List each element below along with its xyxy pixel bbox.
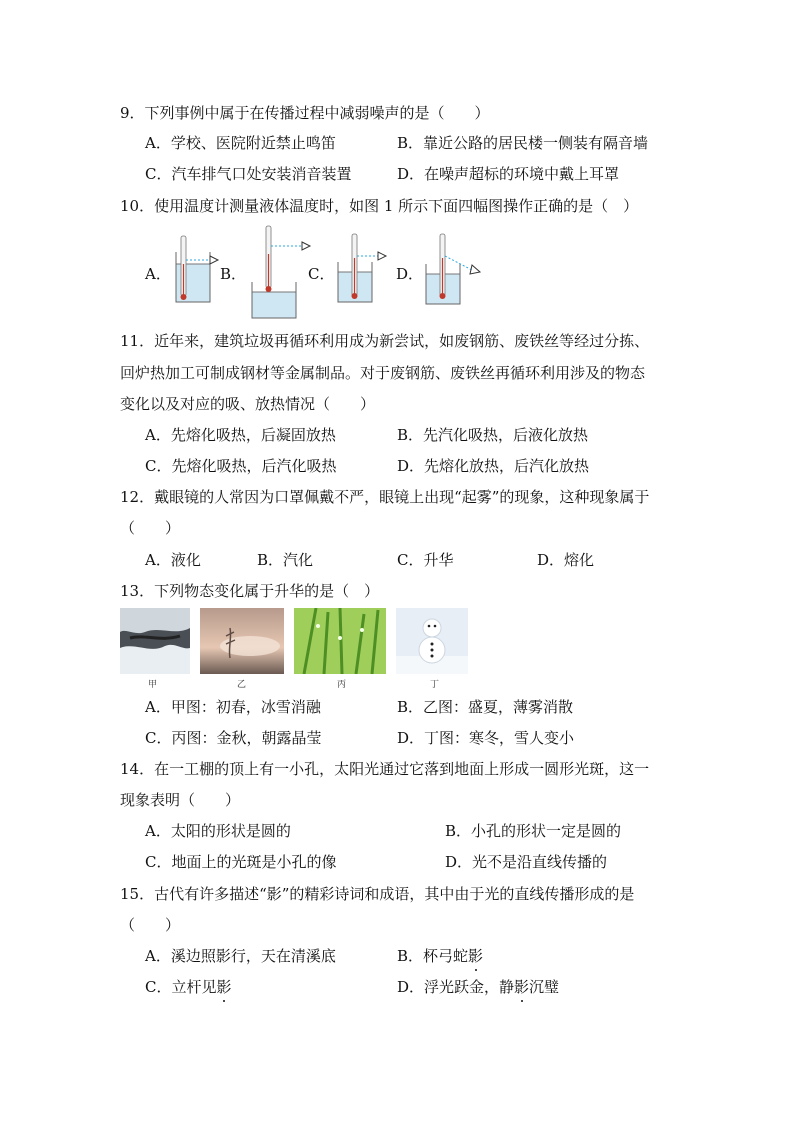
q9-option-c: C．汽车排气口处安装消音装置 [145, 165, 352, 183]
q15-stem-line2: （ ） [120, 916, 181, 934]
photo-snowman [396, 608, 468, 674]
q13-option-d: D．丁图：寒冬，雪人变小 [397, 729, 575, 747]
q15-option-a: A．溪边照影行，天在清溪底 [145, 947, 336, 965]
q13-stem: 13．下列物态变化属于升华的是（ ） [120, 582, 380, 600]
caption-yi: 乙 [237, 680, 247, 690]
caption-jia: 甲 [148, 680, 158, 690]
q14-option-c: C．地面上的光斑是小孔的像 [145, 853, 337, 871]
q13-option-c: C．丙图：金秋，朝露晶莹 [145, 729, 322, 747]
q15-option-b-text: B．杯弓蛇 [397, 947, 469, 965]
q12-option-b: B．汽化 [257, 551, 314, 569]
q15-option-c [145, 977, 232, 997]
q15-option-d [397, 977, 559, 997]
q15-option-d-tail: 沉璧 [529, 978, 560, 996]
q13-option-b: B．乙图：盛夏，薄雾消散 [397, 698, 574, 716]
q14-stem-line1: 14．在一工棚的顶上有一小孔，太阳光通过它落到地面上形成一圆形光斑，这一 [120, 760, 650, 778]
q11-stem-line2: 回炉热加工可制成钢材等金属制品。对于废钢筋、废铁丝再循环利用涉及的物态 [120, 364, 646, 382]
thermometer-figure-d [422, 232, 486, 308]
q14-option-b: B．小孔的形状一定是圆的 [445, 822, 622, 840]
thermometer-figure-b [246, 224, 316, 322]
thermometer-figure-a [172, 234, 222, 306]
q9-stem: 9．下列事例中属于在传播过程中减弱噪声的是（ ） [120, 104, 490, 122]
q9-option-d: D．在噪声超标的环境中戴上耳罩 [397, 165, 620, 183]
q15-stem-line1: 15．古代有许多描述“影”的精彩诗词和成语，其中由于光的直线传播形成的是 [120, 885, 635, 903]
q10-label-b: B． [220, 265, 247, 283]
q15-option-c-text: C．立杆见 [145, 978, 217, 996]
emphasis-dot-b: 影 [468, 947, 484, 965]
q11-option-a: A．先熔化吸热，后凝固放热 [145, 426, 336, 444]
q12-stem-line2: （ ） [120, 519, 181, 537]
photo-melting-ice [120, 608, 190, 674]
q12-option-c: C．升华 [397, 551, 454, 569]
q15-option-d-text: D．浮光跃金，静 [397, 978, 515, 996]
q11-option-c: C．先熔化吸热，后汽化吸热 [145, 457, 337, 475]
emphasis-dot-c: 影 [216, 978, 232, 996]
q10-label-c: C． [308, 265, 335, 283]
caption-bing: 丙 [337, 680, 347, 690]
thermometer-figure-c [334, 232, 390, 306]
photo-fog [200, 608, 284, 674]
caption-ding: 丁 [430, 680, 440, 690]
q10-label-d: D． [396, 265, 424, 283]
q9-option-a: A．学校、医院附近禁止鸣笛 [145, 134, 336, 152]
q12-option-a: A．液化 [145, 551, 201, 569]
q10-stem: 10．使用温度计测量液体温度时，如图 1 所示下面四幅图操作正确的是（ ） [120, 197, 639, 215]
q11-option-d: D．先熔化放热，后汽化放热 [397, 457, 590, 475]
emphasis-dot-d: 影 [514, 978, 530, 996]
q13-option-a: A．甲图：初春，冰雪消融 [145, 698, 321, 716]
q15-option-b [397, 946, 483, 966]
q12-stem-line1: 12．戴眼镜的人常因为口罩佩戴不严，眼镜上出现“起雾”的现象，这种现象属于 [120, 488, 650, 506]
q14-option-a: A．太阳的形状是圆的 [145, 822, 291, 840]
q9-option-b: B．靠近公路的居民楼一侧装有隔音墙 [397, 134, 649, 152]
q11-stem-line1: 11．近年来，建筑垃圾再循环利用成为新尝试，如废钢筋、废铁丝等经过分拣、 [120, 332, 650, 350]
q12-option-d: D．熔化 [537, 551, 595, 569]
q10-label-a: A． [145, 265, 171, 283]
q11-stem-line3: 变化以及对应的吸、放热情况（ ） [120, 395, 376, 413]
q14-option-d: D．光不是沿直线传播的 [445, 853, 608, 871]
q14-stem-line2: 现象表明（ ） [120, 791, 241, 809]
q11-option-b: B．先汽化吸热，后液化放热 [397, 426, 589, 444]
photo-morning-dew [294, 608, 386, 674]
